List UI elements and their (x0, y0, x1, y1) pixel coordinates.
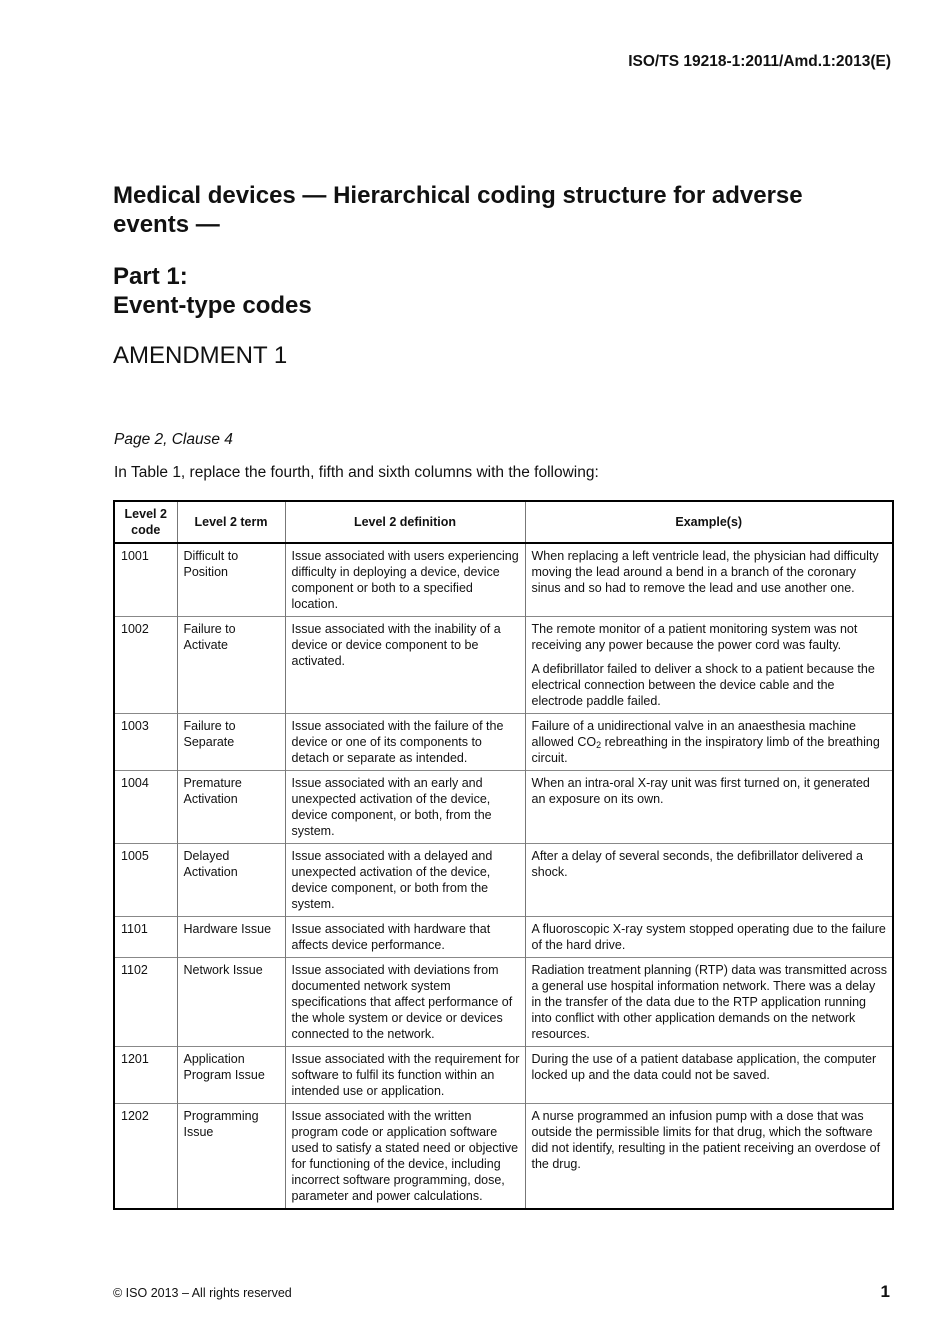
table-row (114, 771, 893, 844)
table-row (114, 958, 893, 1047)
term-cell: Difficult to Position (177, 543, 285, 617)
example-cell: Radiation treatment planning (RTP) data was transmitted across a general use hospital information network. There was a delay in the transfer of the data due to the RTP application running into conflict with other application demands on the network resources. (525, 958, 893, 1047)
code-cell: 1004 (114, 771, 177, 844)
table-row (114, 1104, 893, 1210)
document-reference: ISO/TS 19218-1:2011/Amd.1:2013(E) (628, 53, 891, 70)
table-row (114, 844, 893, 917)
example-cell: A nurse programmed an infusion pump with a dose that was outside the permissible limits for that drug, which the software did not identify, resulting in the patient receiving an overdose of the drug. (525, 1104, 893, 1210)
part-number: Part 1: (113, 263, 188, 290)
example-text: Failure of a unidirectional valve in an anaesthesia machine allowed CO (531, 719, 856, 749)
code-cell: 1201 (114, 1047, 177, 1104)
definition-cell: Issue associated with a delayed and unexpected activation of the device, device component, or both from the system. (285, 844, 525, 917)
table-row (114, 714, 893, 771)
term-cell: Delayed Activation (177, 844, 285, 917)
term-cell: Programming Issue (177, 1104, 285, 1210)
part-name: Event-type codes (113, 292, 312, 319)
document-title: Medical devices — Hierarchical coding structure for adverse events — (113, 182, 803, 238)
definition-cell: Issue associated with hardware that affects device performance. (285, 917, 525, 958)
table-row (114, 617, 893, 714)
definition-cell: Issue associated with an early and unexpected activation of the device, device component, or both, from the system. (285, 771, 525, 844)
example-cell: When an intra-oral X-ray unit was first turned on, it generated an exposure on its own. (525, 771, 893, 844)
copyright-notice: © ISO 2013 – All rights reserved (113, 1286, 292, 1300)
header-level2-definition: Level 2 definition (285, 501, 525, 543)
term-cell: Premature Activation (177, 771, 285, 844)
term-cell: Network Issue (177, 958, 285, 1047)
clause-reference: Page 2, Clause 4 (114, 431, 233, 448)
header-examples: Example(s) (525, 501, 893, 543)
code-cell: 1101 (114, 917, 177, 958)
event-type-table (113, 500, 894, 1210)
part-heading (113, 262, 312, 320)
term-cell: Failure to Separate (177, 714, 285, 771)
example-cell: A fluoroscopic X-ray system stopped operating due to the failure of the hard drive. (525, 917, 893, 958)
amendment-heading: AMENDMENT 1 (113, 342, 288, 369)
code-cell: 1001 (114, 543, 177, 617)
code-cell: 1202 (114, 1104, 177, 1210)
term-cell: Application Program Issue (177, 1047, 285, 1104)
example-cell (525, 617, 893, 714)
code-cell: 1005 (114, 844, 177, 917)
subscript: 2 (596, 740, 602, 750)
table-row (114, 543, 893, 617)
example-text: rebreathing in the inspiratory limb of the breathing circuit. (531, 735, 880, 765)
code-cell: 1002 (114, 617, 177, 714)
table-row (114, 917, 893, 958)
term-cell: Failure to Activate (177, 617, 285, 714)
code-cell: 1003 (114, 714, 177, 771)
definition-cell: Issue associated with the requirement for software to fulfil its function within an intended use or application. (285, 1047, 525, 1104)
header-level2-term: Level 2 term (177, 501, 285, 543)
term-cell: Hardware Issue (177, 917, 285, 958)
table-row (114, 1047, 893, 1104)
definition-cell: Issue associated with users experiencing difficulty in deploying a device, device component or both to a specified location. (285, 543, 525, 617)
code-cell: 1102 (114, 958, 177, 1047)
example-paragraph: A defibrillator failed to deliver a shock to a patient because the electrical connection between the device cable and the electrode paddle failed. (531, 662, 875, 708)
example-cell: After a delay of several seconds, the defibrillator delivered a shock. (525, 844, 893, 917)
page-number: 1 (880, 1282, 890, 1301)
table-header-row (114, 501, 893, 543)
definition-cell: Issue associated with the failure of the device or one of its components to detach or separate as intended. (285, 714, 525, 771)
example-cell (525, 714, 893, 771)
example-paragraph: The remote monitor of a patient monitoring system was not receiving any power because the power cord was faulty. (531, 622, 858, 652)
example-cell: During the use of a patient database application, the computer locked up and the data could not be saved. (525, 1047, 893, 1104)
header-level2-code: Level 2 code (114, 501, 177, 543)
definition-cell: Issue associated with the inability of a device or device component to be activated. (285, 617, 525, 714)
instruction-text: In Table 1, replace the fourth, fifth and sixth columns with the following: (114, 464, 599, 481)
example-cell: When replacing a left ventricle lead, the physician had difficulty moving the lead around a bend in a branch of the coronary sinus and so had to remove the lead and use another one. (525, 543, 893, 617)
definition-cell: Issue associated with the written program code or application software used to satisfy a stated need or objective for functioning of the device, including incorrect software programming, dose, parameter and power calculations. (285, 1104, 525, 1210)
definition-cell: Issue associated with deviations from documented network system specifications that affect performance of the whole system or device or devices connected to the network. (285, 958, 525, 1047)
